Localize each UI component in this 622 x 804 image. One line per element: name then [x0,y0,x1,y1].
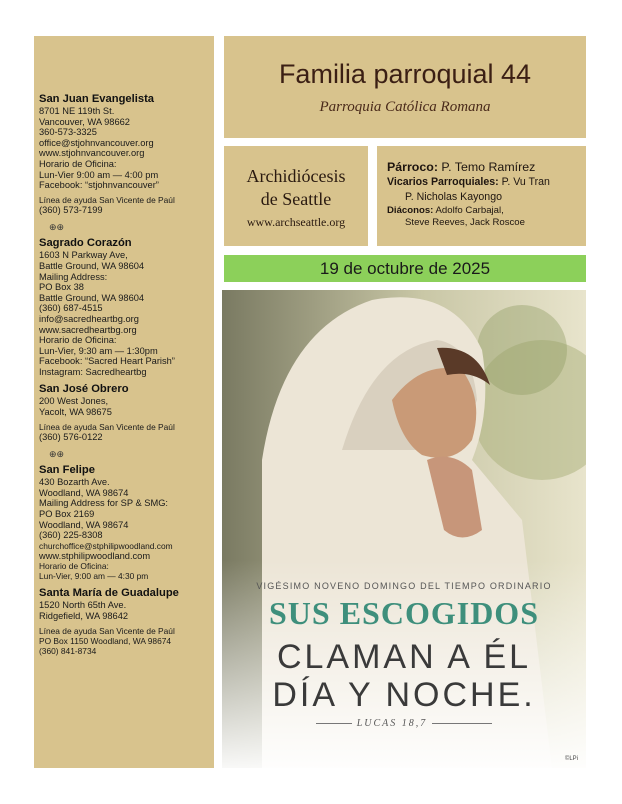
phone: (360) 687-4515 [39,303,103,314]
address: Battle Ground, WA 98604 [39,260,145,271]
helpline-address: PO Box 1150 Woodland, WA 98674 [39,635,172,646]
address: 430 Bozarth Ave. [39,477,110,488]
address: 1603 N Parkway Ave, [39,250,128,261]
address: Vancouver, WA 98662 [39,116,130,127]
bulletin-title: Familia parroquial 44 [278,59,532,89]
phone: (360) 225-8308 [39,530,103,541]
archdiocese-website[interactable]: www.archseattle.org [246,215,346,229]
hours: Lun-Vier, 9:30 am — 1:30pm [39,345,158,356]
cross-divider-icon: ⊕⊕ [49,222,65,233]
hours-label: Horario de Oficina: [39,335,117,346]
cover-image [222,290,586,768]
church-name: San José Obrero [39,383,129,396]
helpline-label: Línea de ayuda San Vicente de Paúl [39,194,175,205]
church-name: Sagrado Corazón [39,237,132,250]
helpline-phone: (360) 573-7199 [39,204,103,215]
archdiocese-box [224,146,368,246]
email-link[interactable]: churchoffice@stphilipwoodland.com [39,540,173,551]
church-name: San Felipe [39,464,95,477]
citation-text: LUCAS 18,7 [356,718,428,729]
mailing-address: PO Box 2169 [39,509,95,520]
hours-label: Horario de Oficina: [39,158,117,169]
church-name: San Juan Evangelista [39,93,155,105]
website-link[interactable]: www.sacredheartbg.org [39,324,137,335]
website-link[interactable]: www.stjohnvancouver.org [39,148,145,159]
address: Ridgefield, WA 98642 [39,611,129,621]
bulletin-subtitle: Parroquia Católica Romana [319,99,491,115]
vicar-name: P. Vu Tran [501,176,550,188]
pastor-label: Párroco: [387,160,438,174]
facebook: Facebook: “Sacred Heart Parish” [39,356,175,367]
cross-divider-icon: ⊕⊕ [49,449,65,460]
mailing-label: Mailing Address: [39,271,108,282]
instagram: Instagram: Sacredheartbg [39,366,147,377]
church-name: Santa María de Guadalupe [39,587,179,600]
archdiocese-name: Archidiócesis [246,166,346,186]
address: Yacolt, WA 98675 [39,407,112,418]
deacon-names: Steve Reeves, Jack Roscoe [405,217,525,228]
parish-sidebar [34,36,214,768]
mailing-address: Woodland, WA 98674 [39,519,129,530]
address: 200 West Jones, [39,396,109,407]
church-sagrado-corazon [39,237,210,377]
address: 1520 North 65th Ave. [39,600,127,611]
email-link[interactable]: info@sacredheartbg.org [39,313,139,324]
facebook: Facebook: “stjohnvancouver” [39,180,159,191]
image-credit: ©LPi [564,756,578,762]
helpline-label: Línea de ayuda San Vicente de Paúl [39,625,175,636]
hours: Lun-Vier 9:00 am — 4:00 pm [39,169,159,180]
scripture-citation [222,718,586,729]
vicar-name: P. Nicholas Kayongo [405,191,502,203]
archdiocese-name: de Seattle [260,189,332,209]
phone: 360-573-3325 [39,127,97,138]
deacon-names: Adolfo Carbajal, [435,205,504,216]
vicars-label: Vicarios Parroquiales: [387,176,499,188]
address: Woodland, WA 98674 [39,487,129,498]
church-san-felipe [39,464,210,581]
mailing-address: Battle Ground, WA 98604 [39,292,145,303]
church-san-jose-obrero [39,383,210,442]
church-san-juan [39,93,210,215]
bulletin-date: 19 de octubre de 2025 [319,259,491,278]
clergy-box [377,146,586,246]
hours: Lun-Vier, 9:00 am — 4:30 pm [39,571,149,582]
deacons-label: Diáconos: [387,205,434,216]
mailing-address: PO Box 38 [39,282,84,293]
helpline-phone: (360) 841-8734 [39,645,97,656]
website-link[interactable]: www.stphilipwoodland.com [39,550,151,561]
masthead [224,36,586,138]
pastor-name: P. Temo Ramírez [441,160,536,174]
cover-quote-line: CLAMAN A ÉL [276,638,532,676]
liturgical-sunday: VIGÉSIMO NOVENO DOMINGO DEL TIEMPO ORDINARIO [256,581,552,591]
address: 8701 NE 119th St. [39,106,115,116]
cover-quote-line: DÍA Y NOCHE. [272,676,536,714]
cover-headline: SUS ESCOGIDOS [269,595,539,631]
hours-label: Horario de Oficina: [39,561,109,572]
church-santa-maria-guadalupe [39,587,210,655]
helpline-label: Línea de ayuda San Vicente de Paúl [39,421,175,432]
email-link[interactable]: office@stjohnvancouver.org [39,137,154,148]
helpline-phone: (360) 576-0122 [39,431,103,442]
mailing-label: Mailing Address for SP & SMG: [39,498,169,509]
date-bar [224,255,586,282]
